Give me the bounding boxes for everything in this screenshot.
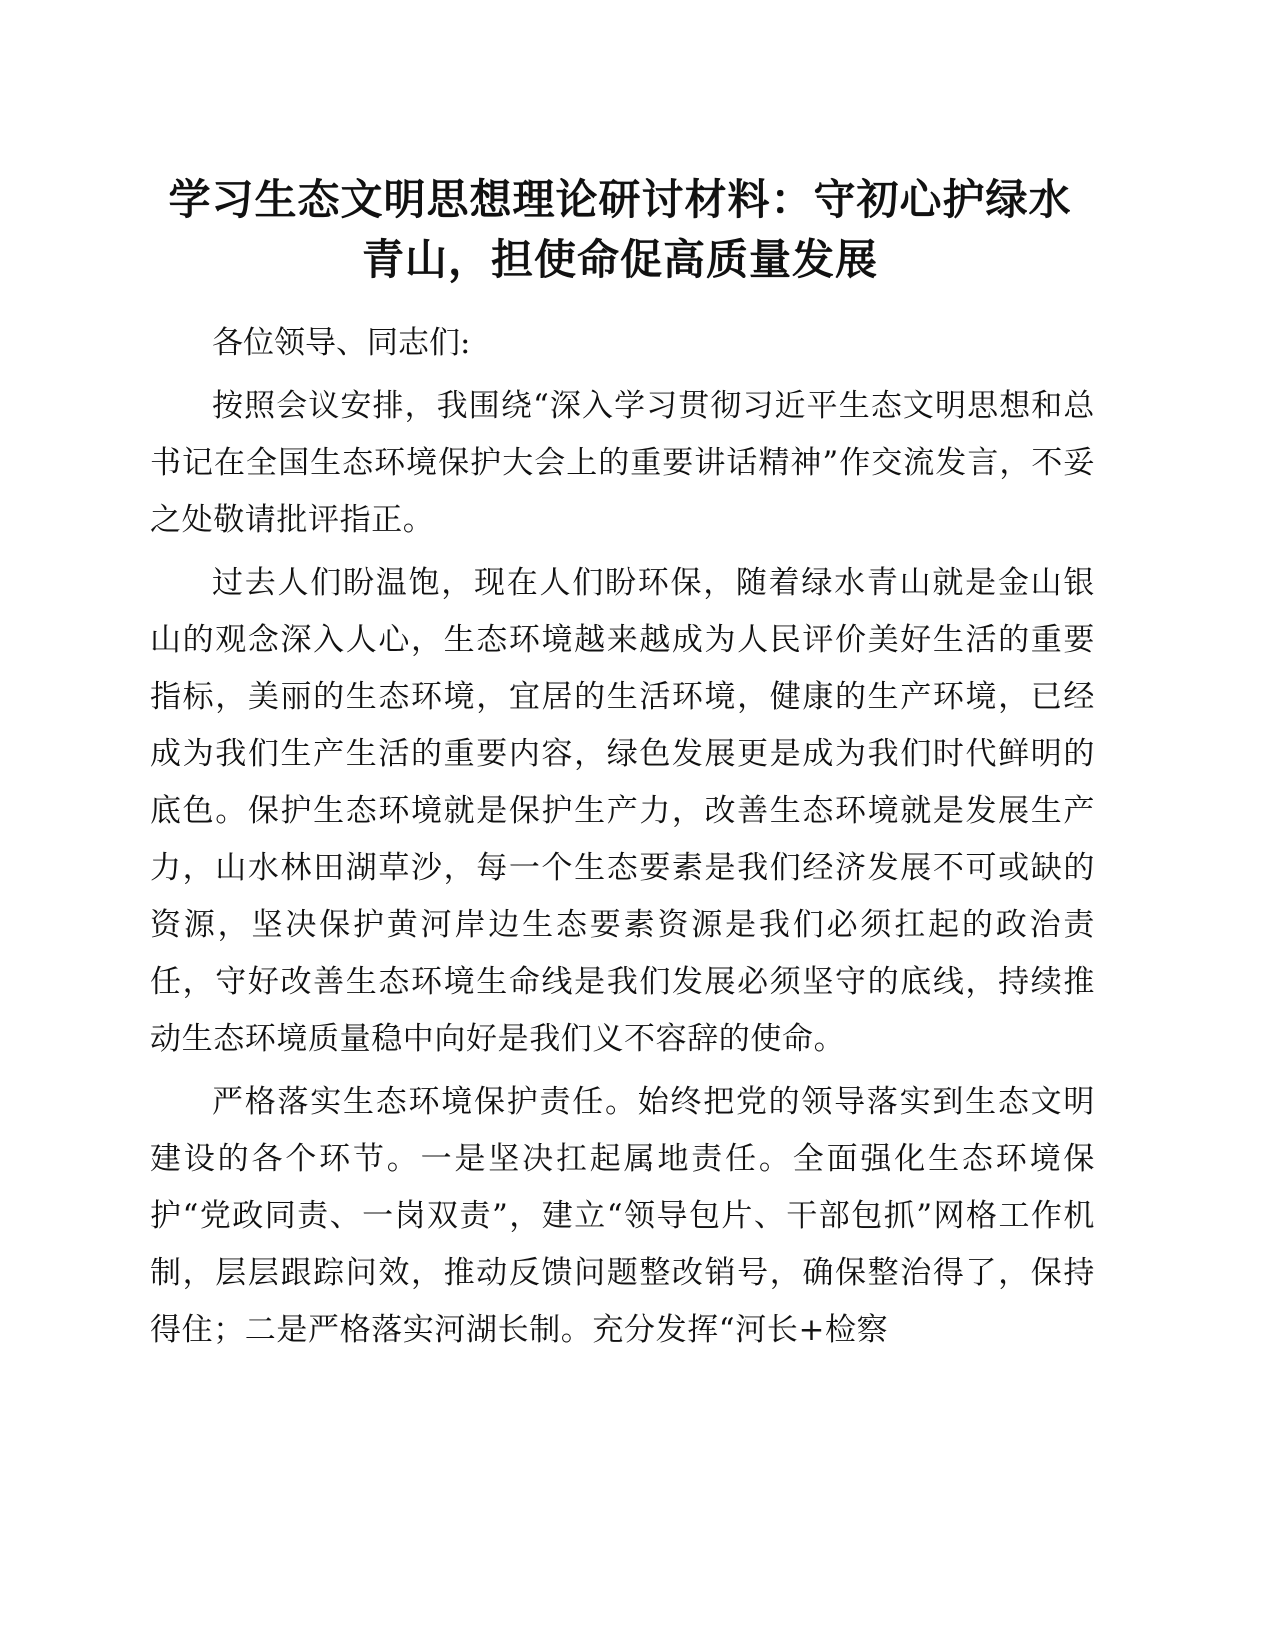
paragraph-intro: 按照会议安排，我围绕“深入学习贯彻习近平生态文明思想和总书记在全国生态环境保护大会上的重要讲话精神”作交流发言，不妥之处敬请批评指正。 [150,388,1095,538]
salutation: 各位领导、同志们: [212,325,471,361]
paragraph-background: 过去人们盼温饱，现在人们盼环保，随着绿水青山就是金山银山的观念深入人心，生态环境越来越成为人民评价美好生活的重要指标，美丽的生态环境，宜居的生活环境，健康的生产环境，已经成为我们生产生活的重要内容，绿色发展更是成为我们时代鲜明的底色。保护生态环境就是保护生产力，改善生态环境就是发展生产力，山水林田湖草沙，每一个生态要素是我们经济发展不可或缺的资源，坚决保护黄河岸边生态要素资源是我们必须扛起的政治责任，守好改善生态环境生命线是我们发展必须坚守的底线，持续推动生态环境质量稳中向好是我们义不容辞的使命。 [150,565,1095,1057]
document-title: 学习生态文明思想理论研讨材料：守初心护绿水青山，担使命促高质量发展 [168,175,1072,284]
document-body [150,315,1095,1365]
paragraph-responsibility: 严格落实生态环境保护责任。始终把党的领导落实到生态文明建设的各个环节。一是坚决扛起属地责任。全面强化生态环境保护“党政同责、一岗双责”，建立“领导包片、干部包抓”网格工作机制，层层跟踪问效，推动反馈问题整改销号，确保整治得了，保持得住；二是严格落实河湖长制。充分发挥“河长+检察 [150,1084,1095,1348]
